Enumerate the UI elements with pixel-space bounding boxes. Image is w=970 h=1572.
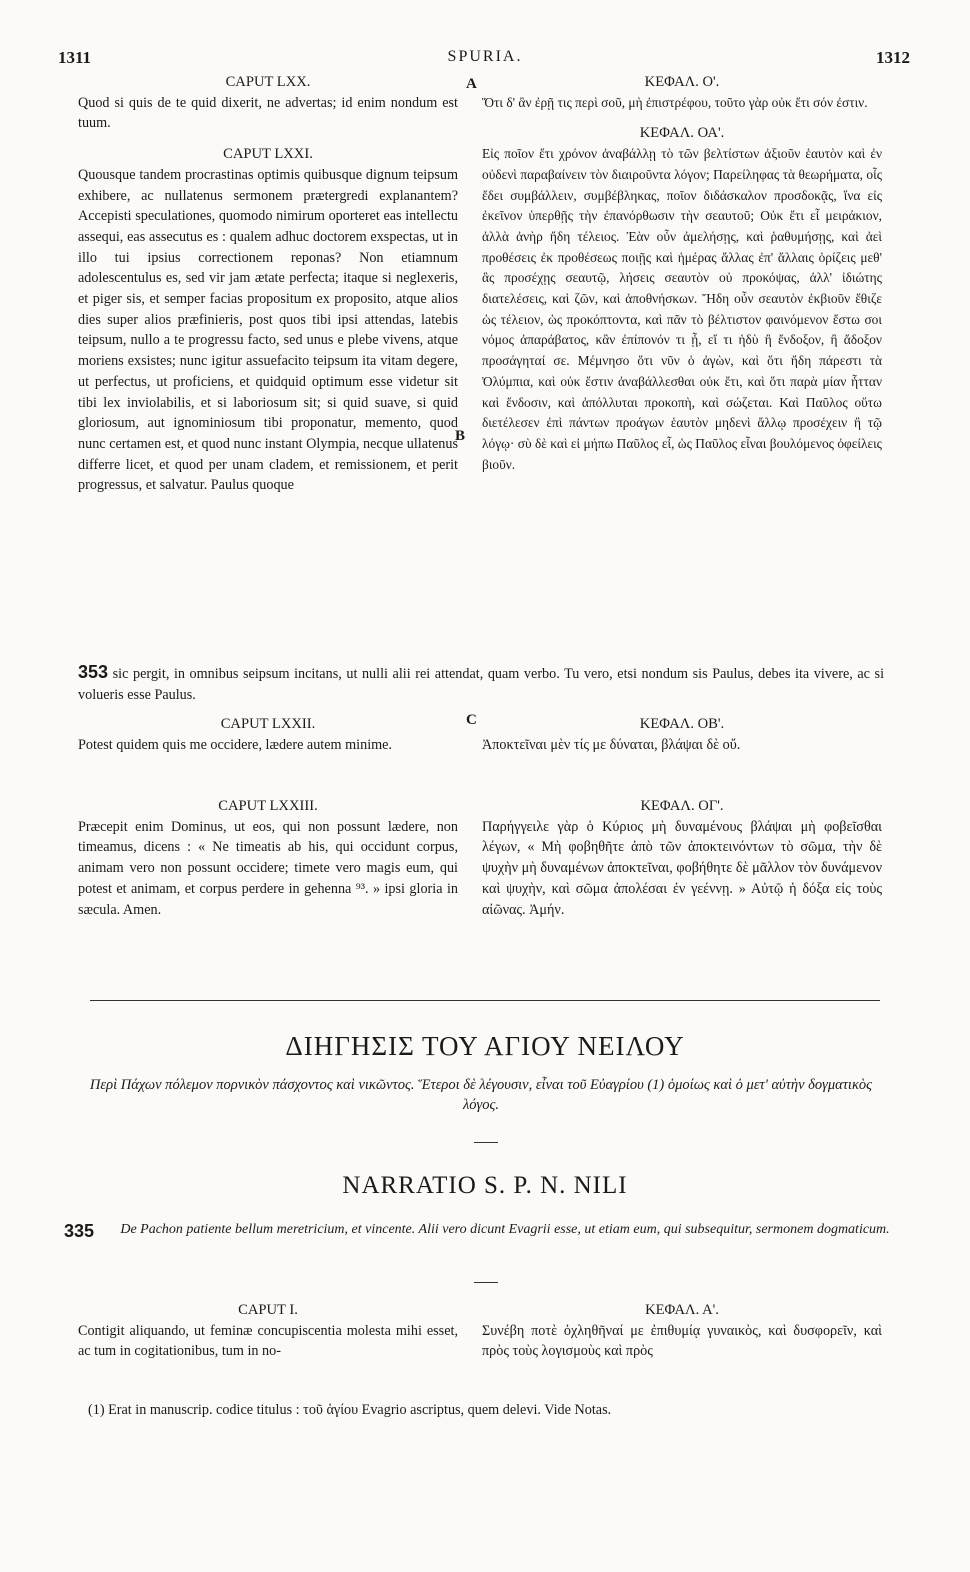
greek-heading-og: ΚΕΦΑΛ. ΟΓ'. [640,798,724,814]
latin-treatise-title: NARRATIO S. P. N. NILI [342,1172,628,1199]
greek-treatise-subtitle: Περὶ Πάχων πόλεμον πορνικὸν πάσχοντος καὶ νικῶντος. Ἕτεροι δὲ λέγουσιν, εἶναι τοῦ Εὐαγρίου (1) ὁμοίως καὶ ὁ μετ' αὐτὴν δογματικὸς λόγος. [89,1077,873,1113]
latin-heading-lxxi: CAPUT LXXI. [223,146,313,163]
greek-heading-a: ΚΕΦΑΛ. Α'. [645,1302,719,1318]
margin-marker-b: B [455,428,466,444]
title-dash [474,1142,498,1143]
latin-heading-lxxiii: CAPUT LXXIII. [218,798,318,814]
latin-treatise-subtitle: De Pachon patiente bellum meretricium, et vincente. Alii vero dicunt Evagrii esse, ut etiam eum, qui subsequitur, sermonem dogmaticum. [120,1222,890,1237]
greek-text-oa: Εἰς ποῖον ἔτι χρόνον ἀναβάλλῃ τὸ τῶν βελτίστων ἀξιοῦν ἑαυτὸν καὶ ἐν οὐδενὶ παραβαίνειν τὸν διαιροῦντα λόγον; Παρείληφας τὰ θεωρήματα, οἷς ἔδει συμβάλλειν, συμβέβληκας, ποῖον διδάσκαλον προσδοκᾷς, ἵνα εἰς ἐκεῖνον ὑπερθῇς τὴν ἐπανόρθωσιν τὴν σεαυτοῦ; Οὐκ ἔτι εἶ μειράκιον, ἀλλὰ ἀνὴρ ἤδη τέλειος. Ἐὰν οὖν ἀμελήσῃς, καὶ ῥαθυμήσῃς, καὶ ἀεὶ προθέσεις ἐκ προθέσεως ποιῇς καὶ ἡμέρας ἄλλας ἐπ' ἄλλαις ὁρίζεις μεθ' ἃς προσέχῃς σεαυτῷ, λήσεις σεαυτὸν οὐ προκόψας, ἀλλ' ἰδιώτης διατελέσεις, καὶ ζῶν, καὶ ἀποθνήσκων. Ἤδη οὖν σεαυτὸν ἐκβιοῦν ἔθιζε ὡς τέλειον, ὡς προκόπτοντα, καὶ πᾶν τὸ βέλτιστον φαινόμενον ἔστω σοι νόμος ἀπαράβατος, κἂν ἐπίπονόν τι ᾖ, εἴ τι ἡδὺ ἢ ἔνδοξον, ἢ ἄδοξον προσάγηταί σε. Μέμνησο ὅτι νῦν ὁ ἀγὼν, καὶ ὅτι ἤδη πάρεστι τὰ Ὀλύμπια, καὶ οὐκ ἔστιν ἀναβάλλεσθαι οὐκ ἔτι, καὶ ὅτι παρὰ μίαν ἧτταν καὶ ἔνδοσιν, καὶ ἀπόλλυται προκοπὴ, καὶ σώζεται. Καὶ Παῦλος οὕτω διετέλεσεν ἐπὶ πάντων προάγων ἑαυτὸν μηδενὶ ἄλλῳ προσέχειν ἢ τῷ λόγῳ· σὺ δὲ καὶ εἰ μήπω Παῦλος εἶ, ὡς Παῦλος εἶναι βουλόμενος ὀφείλεις βιοῦν. [482,146,882,472]
footnote: (1) Erat in manuscrip. codice titulus : τοῦ ἁγίου Evagrio ascriptus, quem delevi. Vide Notas. [88,1402,612,1418]
section-rule [90,1000,880,1001]
latin-column-lxxii [78,714,458,755]
greek-treatise-title: ΔΙΗΓΗΣΙΣ ΤΟΥ ΑΓΙΟΥ ΝΕΙΛΟΥ [285,1031,685,1061]
latin-text-lxxi: Quousque tandem procrastinas optimis quibusque dignum teipsum exhibere, ac nullatenus sermonem prætergredi explanantem? Accepisti speculationes, quomodo nimirum oporteret eas intellectu assequi, eas assecutus es : qualem adhuc doctorem exspectas, ut in illo tui ipsius correctionem reponas? Non etiamnum adolescentulus es, sed vir jam ætate perfecta; itaque si neglexeris, et piger sis, et semper facias propositum ex proposito, atque alios dies super alios præfinieris, post quos tibi ipsi attendas, latebis teipsum, nullo a te progressu facto, sed unus e plebe vivens, atque moriens exsistes; nunc igitur assuefacito teipsum ita vitam degere, ut perfectus, ut proficiens, et quidquid optimum esse videtur sit tibi lex inviolabilis, et si laboriosum sit; si quid suave, si quid gloriosum, aut ignominiosum tibi proponatur, memento, quod nunc certamen est, et quod nunc instant Olympia, necque ullatenus differre licet, et quod per unam cladem, et remissionem, et perit progressus, et salvatur. Paulus quoque [78,166,458,494]
greek-heading-oa: ΚΕΦΑΛ. ΟΑ'. [639,125,725,142]
greek-column-top [482,72,882,475]
latin-column-lxxiii [78,796,458,920]
column-number-335: 335 [64,1221,95,1241]
greek-column-a [482,1300,882,1362]
greek-column-ob [482,714,882,755]
greek-text-a: Συνέβη ποτὲ ὀχληθῆναί με ἐπιθυμίᾳ γυναικὸς, καὶ δυσφορεῖν, καὶ πρὸς τοὺς λογισμοὺς καὶ πρὸς [482,1322,882,1360]
page-number-left: 1311 [58,48,92,67]
latin-text-lxxiii: Præcepit enim Dominus, ut eos, qui non possunt lædere, non timeamus, dicens : « Ne timeatis ab his, qui occidunt corpus, animam vero non possunt occidere; timete vero magis eum, qui potest et animam, et corpus perdere in gehenna ⁹³. » ipsi gloria in sæcula. Amen. [78,818,458,918]
latin-heading-lxxii: CAPUT LXXII. [220,716,316,732]
greek-heading-ob: ΚΕΦΑΛ. ΟΒ'. [639,716,725,732]
greek-heading-o: ΚΕΦΑΛ. Ο'. [644,74,720,90]
page-number-right: 1312 [876,48,910,67]
margin-marker-c: C [466,712,477,728]
latin-continuation [78,662,884,705]
latin-column-top [78,72,458,496]
greek-column-og [482,796,882,920]
subtitle-dash [474,1282,498,1283]
latin-column-caput-i [78,1300,458,1362]
greek-text-o: Ὅτι δ' ἂν ἐρῇ τις περὶ σοῦ, μὴ ἐπιστρέφου, τοῦτο γὰρ οὐκ ἔτι σόν ἐστιν. [482,94,868,110]
column-number-353: 353 [78,662,109,682]
running-title: SPURIA. [447,48,523,65]
latin-text-lxxii: Potest quidem quis me occidere, lædere autem minime. [78,736,393,753]
continuation-text: sic pergit, in omnibus seipsum incitans, ut nulli alii rei attendat, quam verbo. Tu vero, etsi nondum sis Paulus, debes ita vivere, ac si volueris esse Paulus. [78,666,885,703]
greek-text-og: Παρήγγειλε γὰρ ὁ Κύριος μὴ δυναμένους βλάψαι μὴ φοβεῖσθαι λέγων, « Μὴ φοβηθῆτε ἀπὸ τῶν ἀποκτεινόντων τὸ σῶμα, τὴν δὲ ψυχὴν μὴ δυναμένων ἀποκτεῖναι, φοβήθητε δὲ μᾶλλον τὸν δυνάμενον καὶ ψυχὴν, καὶ σῶμα ἀπολέσαι ἐν γεέννῃ. » Αὐτῷ ἡ δόξα εἰς τοὺς αἰῶνας. Ἀμήν. [482,818,882,918]
latin-heading-lxx: CAPUT LXX. [225,74,311,90]
margin-marker-a: A [466,76,477,92]
latin-text-i: Contigit aliquando, ut feminæ concupiscentia molesta mihi esset, ac tum in cogitationibus, tum in no- [78,1322,458,1360]
latin-text-lxx: Quod si quis de te quid dixerit, ne advertas; id enim nondum est tuum. [78,94,458,132]
greek-text-ob: Ἀποκτεῖναι μὲν τίς με δύναται, βλάψαι δὲ οὔ. [482,736,741,753]
latin-heading-i: CAPUT I. [238,1302,298,1318]
